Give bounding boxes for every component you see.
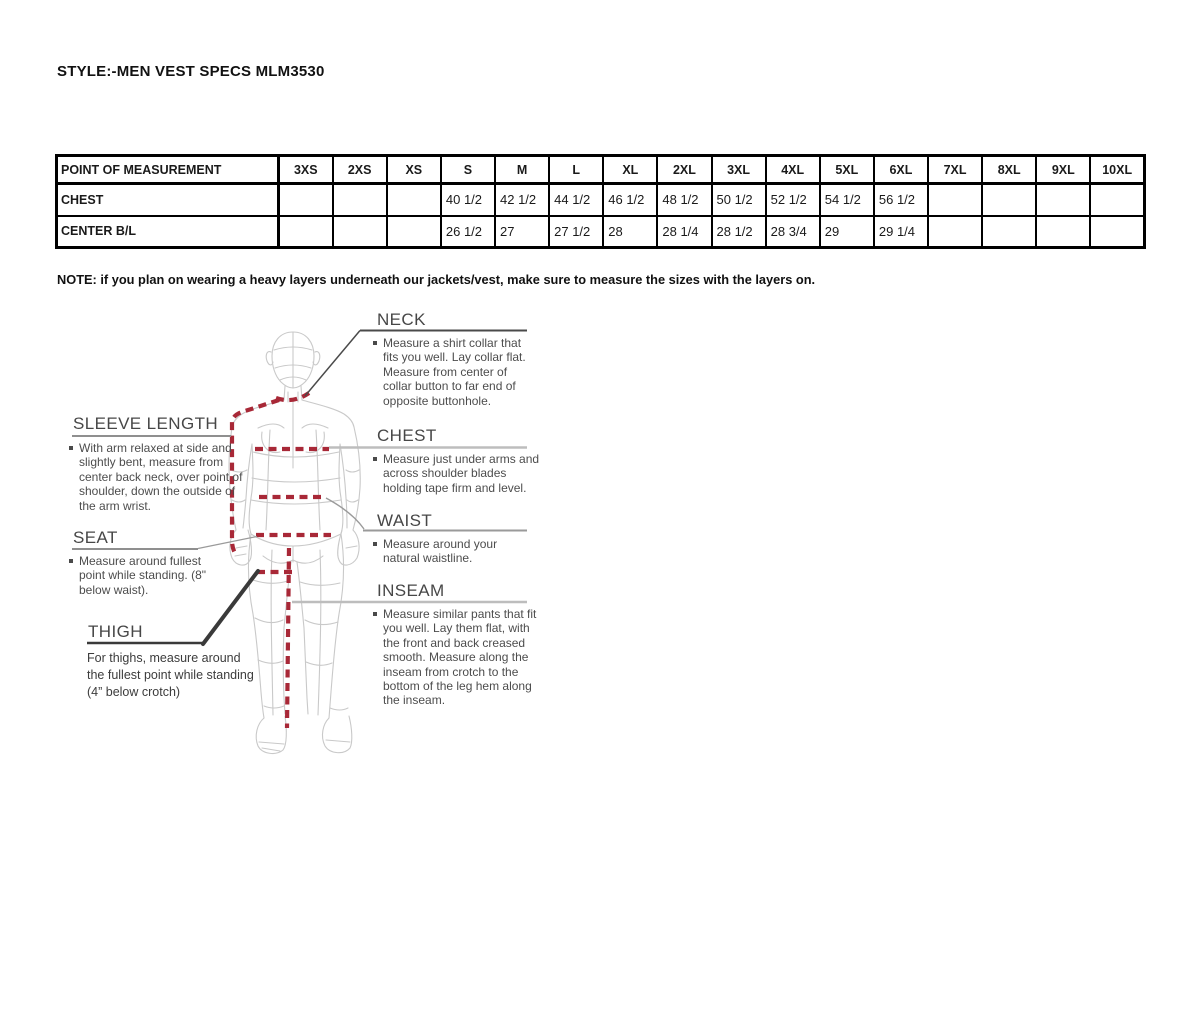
col-header-size: L [549,156,603,184]
waist-description: Measure around your natural waistline. [373,537,528,566]
spec-cell: 27 1/2 [549,216,603,248]
spec-row [57,216,1145,248]
spec-cell [333,184,387,216]
bullet-icon [373,542,377,546]
waist-heading: WAIST [377,511,433,530]
spec-cell [1090,216,1144,248]
col-header-size: S [441,156,495,184]
sleeve-length-description: With arm relaxed at side and slightly bent, measure from center back neck, over point of shoulder, down the outside of the arm wrist. [69,441,247,513]
col-header-size: 3XL [712,156,766,184]
neck-heading: NECK [377,310,426,329]
note-text: NOTE: if you plan on wearing a heavy layers underneath our jackets/vest, make sure to measure the sizes with the layers on. [57,272,816,287]
bullet-icon [373,612,377,616]
inseam-measure-line [287,548,289,728]
col-header-size: XL [603,156,657,184]
spec-cell [279,216,333,248]
row-label: CENTER B/L [57,216,279,248]
chest-description: Measure just under arms and across shoulder blades holding tape firm and level. [373,452,541,495]
col-header-size: 2XS [333,156,387,184]
spec-cell: 40 1/2 [441,184,495,216]
col-header-size: 7XL [928,156,982,184]
col-header-point-of-measurement: POINT OF MEASUREMENT [57,156,279,184]
spec-cell [928,216,982,248]
col-header-size: 9XL [1036,156,1090,184]
col-header-size: 6XL [874,156,928,184]
col-header-size: 2XL [657,156,711,184]
spec-cell [982,184,1036,216]
neck-description: Measure a shirt collar that fits you well. Lay collar flat. Measure from center of collar button to far end of opposite buttonhole. [373,336,533,408]
spec-cell: 50 1/2 [712,184,766,216]
spec-cell [387,216,441,248]
spec-cell: 48 1/2 [657,184,711,216]
bullet-icon [373,457,377,461]
spec-cell: 28 3/4 [766,216,820,248]
inseam-description: Measure similar pants that fit you well. Lay them flat, with the front and back creased smooth. Measure along the inseam from crotch to the bottom of the leg hem along the inseam. [373,607,541,708]
spec-row [57,184,1145,216]
spec-cell: 29 [820,216,874,248]
spec-cell: 28 1/2 [712,216,766,248]
spec-cell [1090,184,1144,216]
spec-cell: 56 1/2 [874,184,928,216]
col-header-size: M [495,156,549,184]
chest-heading: CHEST [377,426,437,445]
spec-cell [928,184,982,216]
bullet-icon [69,446,73,450]
table-header-row [57,156,1145,184]
spec-cell [387,184,441,216]
spec-cell: 42 1/2 [495,184,549,216]
spec-cell: 26 1/2 [441,216,495,248]
spec-cell [333,216,387,248]
spec-cell [982,216,1036,248]
spec-cell: 29 1/4 [874,216,928,248]
page-title: STYLE:-MEN VEST SPECS MLM3530 [57,63,325,80]
col-header-size: XS [387,156,441,184]
bullet-icon [69,559,73,563]
col-header-size: 5XL [820,156,874,184]
neck-measure-line [276,393,309,400]
spec-cell: 54 1/2 [820,184,874,216]
col-header-size: 10XL [1090,156,1144,184]
spec-cell [1036,184,1090,216]
spec-cell: 44 1/2 [549,184,603,216]
col-header-size: 4XL [766,156,820,184]
sleeve-length-heading: SLEEVE LENGTH [73,414,219,433]
col-header-size: 8XL [982,156,1036,184]
col-header-size: 3XS [279,156,333,184]
thigh-description: For thighs, measure around the fullest point while standing (4” below crotch) [87,651,254,699]
seat-heading: SEAT [73,528,118,547]
bullet-icon [373,341,377,345]
spec-cell: 27 [495,216,549,248]
seat-connector-line [198,537,257,549]
row-label: CHEST [57,184,279,216]
spec-cell: 28 [603,216,657,248]
inseam-heading: INSEAM [377,581,445,600]
spec-cell: 52 1/2 [766,184,820,216]
size-spec-table [55,154,1146,249]
seat-description: Measure around fullest point while standing. (8" below waist). [69,554,227,597]
thigh-heading: THIGH [88,622,143,641]
spec-cell: 28 1/4 [657,216,711,248]
spec-cell: 46 1/2 [603,184,657,216]
spec-cell [1036,216,1090,248]
spec-cell [279,184,333,216]
